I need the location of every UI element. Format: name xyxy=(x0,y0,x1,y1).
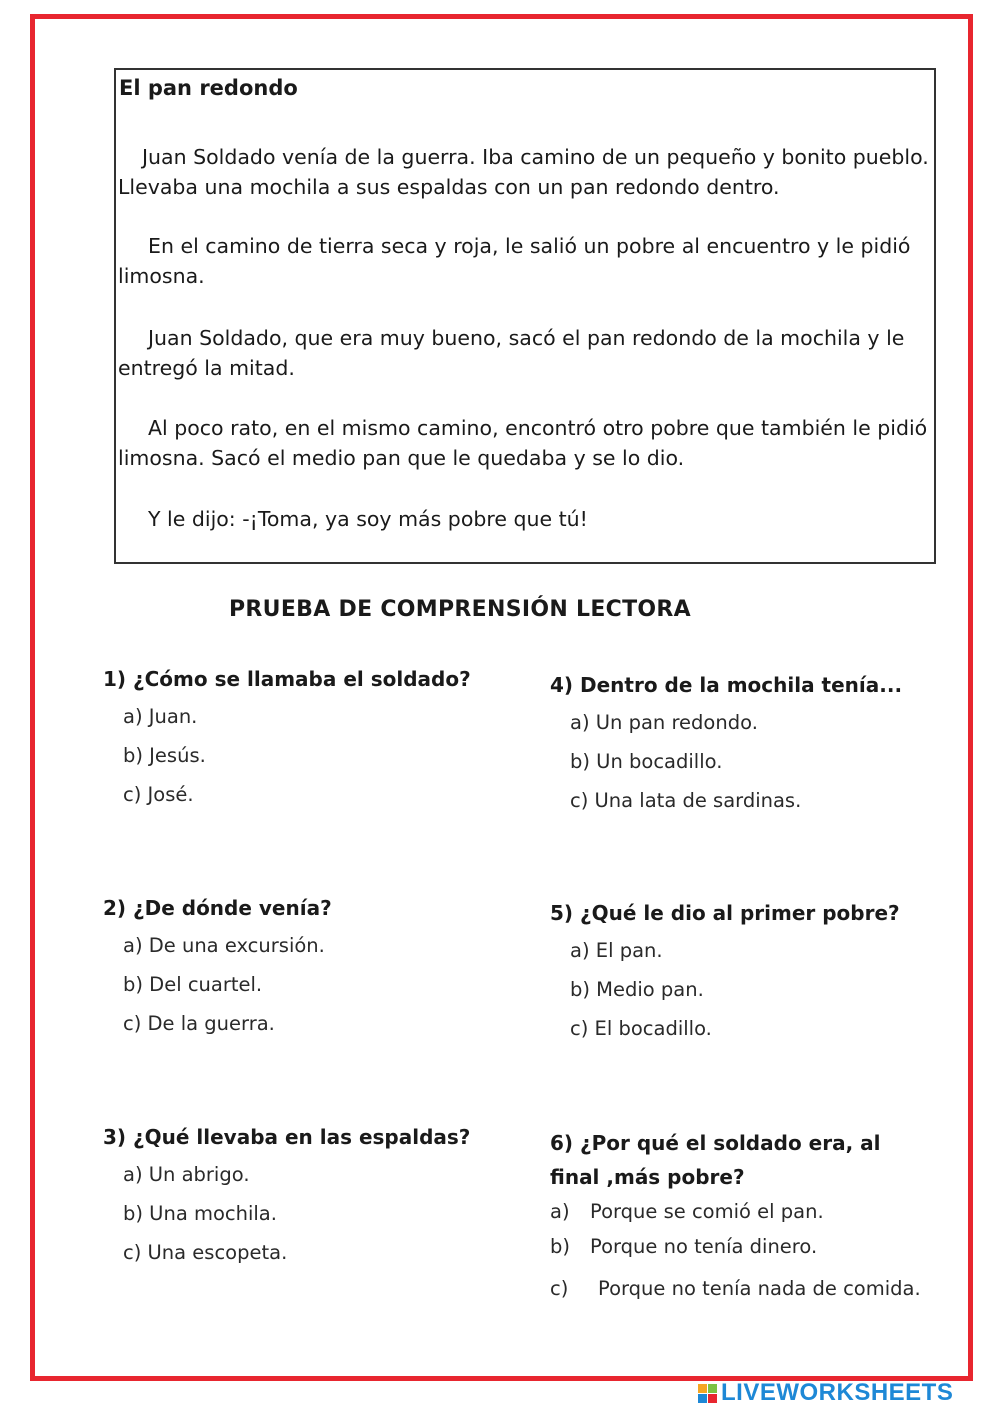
answer-option[interactable]: b) Medio pan. xyxy=(570,978,704,1001)
answer-option[interactable]: b) Jesús. xyxy=(123,744,206,767)
question-text: 2) ¿De dónde venía? xyxy=(103,896,332,920)
story-title: El pan redondo xyxy=(119,76,298,100)
option-marker: b) xyxy=(550,1235,570,1258)
answer-option[interactable]: c) Una escopeta. xyxy=(123,1241,288,1264)
question-text: 5) ¿Qué le dio al primer pobre? xyxy=(550,901,900,925)
answer-option[interactable]: b) Del cuartel. xyxy=(123,973,263,996)
answer-option[interactable] xyxy=(550,1194,930,1229)
answer-option[interactable]: a) Un abrigo. xyxy=(123,1163,250,1186)
story-box xyxy=(114,68,936,564)
option-marker: c) xyxy=(550,1277,569,1300)
question-text: 3) ¿Qué llevaba en las espaldas? xyxy=(103,1125,471,1149)
answer-option[interactable]: c) José. xyxy=(123,783,194,806)
answer-option[interactable]: c) Una lata de sardinas. xyxy=(570,789,802,812)
brand-name: LIVEWORKSHEETS xyxy=(721,1379,954,1406)
answer-option[interactable]: c) De la guerra. xyxy=(123,1012,275,1035)
question-4 xyxy=(550,670,902,820)
answer-option[interactable] xyxy=(550,1229,930,1264)
option-marker: a) xyxy=(550,1200,570,1223)
answer-option[interactable] xyxy=(550,1271,930,1306)
question-text: 6) ¿Por qué el soldado era, al final ,más pobre? xyxy=(550,1131,881,1189)
answer-option[interactable]: a) Un pan redondo. xyxy=(570,711,758,734)
liveworksheets-logo-icon xyxy=(698,1384,717,1403)
story-paragraph: Al poco rato, en el mismo camino, encontró otro pobre que también le pidió limosna. Sacó el medio pan que le quedaba y se lo dio. xyxy=(118,416,928,470)
story-paragraph: En el camino de tierra seca y roja, le salió un pobre al encuentro y le pidió limosna. xyxy=(118,234,911,288)
story-paragraph: Juan Soldado venía de la guerra. Iba camino de un pequeño y bonito pueblo. Llevaba una mochila a sus espaldas con un pan redondo dentro. xyxy=(118,145,929,199)
answer-option[interactable]: a) De una excursión. xyxy=(123,934,325,957)
brand-watermark xyxy=(698,1378,953,1408)
question-5 xyxy=(550,898,900,1048)
question-2 xyxy=(103,893,332,1043)
answer-option[interactable]: b) Una mochila. xyxy=(123,1202,277,1225)
answer-option[interactable]: c) El bocadillo. xyxy=(570,1017,712,1040)
question-3 xyxy=(103,1122,470,1272)
option-text: Porque se comió el pan. xyxy=(590,1200,824,1223)
story-paragraph: Juan Soldado, que era muy bueno, sacó el pan redondo de la mochila y le entregó la mitad. xyxy=(118,326,905,380)
answer-option[interactable]: b) Un bocadillo. xyxy=(570,750,723,773)
question-1 xyxy=(103,664,471,814)
answer-option[interactable]: a) Juan. xyxy=(123,705,198,728)
story-paragraph: Y le dijo: -¡Toma, ya soy más pobre que tú! xyxy=(148,507,588,531)
question-text: 1) ¿Cómo se llamaba el soldado? xyxy=(103,667,471,691)
question-6 xyxy=(550,1126,930,1306)
answer-option[interactable]: a) El pan. xyxy=(570,939,663,962)
option-text: Porque no tenía nada de comida. xyxy=(598,1277,921,1300)
quiz-title: PRUEBA DE COMPRENSIÓN LECTORA xyxy=(229,597,691,622)
question-text: 4) Dentro de la mochila tenía... xyxy=(550,673,903,697)
option-text: Porque no tenía dinero. xyxy=(590,1235,818,1258)
